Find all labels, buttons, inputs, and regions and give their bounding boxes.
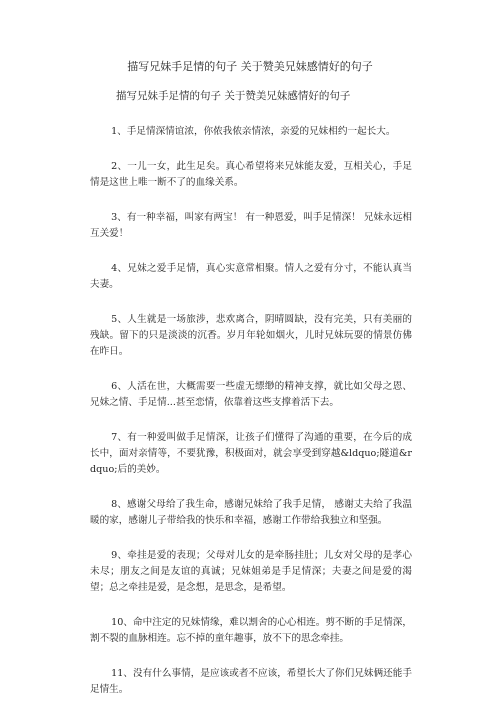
document-title: 描写兄妹手足情的句子 关于赞美兄妹感情好的句子	[127, 60, 373, 73]
paragraph-8: 8、感谢父母给了我生命，感谢兄妹给了我手足情， 感谢丈夫给了我温暖的家，感谢儿子带给我的快乐和幸福，感谢工作带给我独立和坚强。	[90, 499, 412, 526]
paragraph-10: 10、命中注定的兄妹情缘，难以割舍的心心相连。剪不断的手足情深，割不裂的血脉相连。忘不掉的童年趣事，放不下的思念牵挂。	[90, 617, 412, 644]
document-subtitle: 描写兄妹手足情的句子 关于赞美兄妹感情好的句子	[116, 90, 351, 102]
paragraph-list	[90, 124, 412, 717]
paragraph-4: 4、兄妹之爱手足情，真心实意常相聚。情人之爱有分寸，不能认真当夫妻。	[90, 263, 412, 290]
paragraph-5: 5、人生就是一场旅涉，悲欢离合，阴晴圆缺，没有完美，只有美丽的残缺。留下的只是淡淡的沉香。岁月年轮如烟火，儿时兄妹玩耍的情景仿佛在昨日。	[90, 314, 412, 357]
paragraph-3: 3、有一种幸福，叫家有两宝！ 有一种恩爱，叫手足情深！ 兄妹永远相互关爱！	[90, 212, 412, 239]
paragraph-1: 1、手足情深情谊浓，你侬我侬亲情浓，亲爱的兄妹相约一起长大。	[111, 126, 396, 137]
paragraph-2: 2、一儿一女，此生足矣。真心希望将来兄妹能友爱，互相关心，手足情是这世上唯一断不了的血缘关系。	[90, 161, 412, 188]
paragraph-11: 11、没有什么事情，是应该或者不应该，希望长大了你们兄妹俩还能手足情生。	[90, 668, 412, 695]
paragraph-7: 7、有一种爱叫做手足情深，让孩子们懂得了沟通的重要，在今后的成长中，面对亲情等，不要犹豫，积极面对，就会享受到穿越&ldquo;隧道&rdquo;后的美妙。	[90, 432, 412, 475]
paragraph-6: 6、人活在世，大概需要一些虚无缥缈的精神支撑，就比如父母之恩、兄妹之情、手足情...甚至恋情，依靠着这些支撑着活下去。	[90, 381, 412, 408]
paragraph-9: 9、牵挂是爱的表现；父母对儿女的是牵肠挂肚；儿女对父母的是孝心未尽；朋友之间是友谊的真诚；兄妹姐弟是手足情深；夫妻之间是爱的渴望；总之牵挂是爱，是念想，是思念，是希望。	[90, 550, 412, 593]
